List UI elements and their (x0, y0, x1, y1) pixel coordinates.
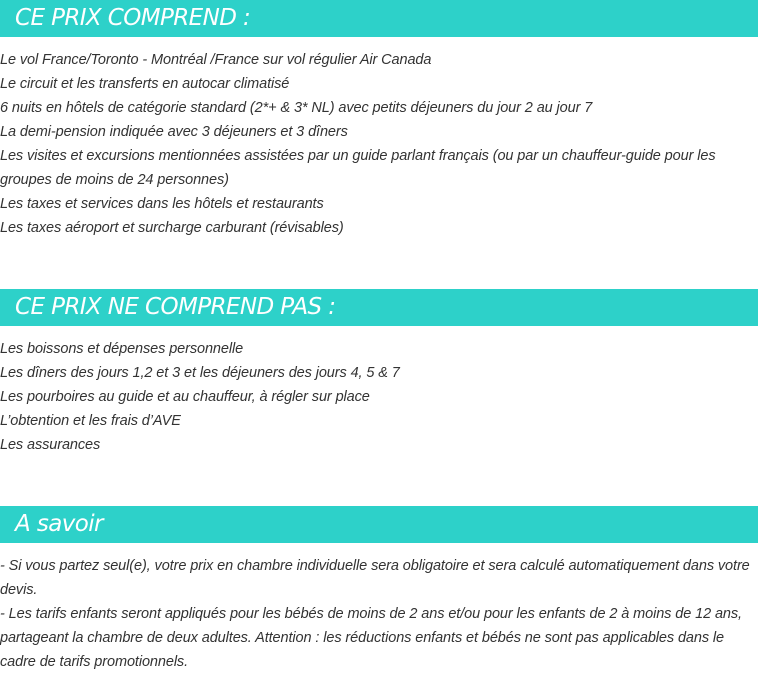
good-to-know-paragraph: - Si vous partez seul(e), votre prix en chambre individuelle sera obligatoire et sera calculé automatiquement dans votre devis. (0, 558, 750, 598)
included-list (0, 48, 758, 240)
included-section-header: CE PRIX COMPREND : (0, 0, 758, 37)
included-item: La demi-pension indiquée avec 3 déjeuners et 3 dîners (0, 124, 348, 140)
included-item: 6 nuits en hôtels de catégorie standard (2*+ & 3* NL) avec petits déjeuners du jour 2 au jour 7 (0, 100, 593, 116)
included-item: Les taxes aéroport et surcharge carburant (révisables) (0, 220, 344, 236)
included-item: Le circuit et les transferts en autocar climatisé (0, 76, 290, 92)
included-item: Les taxes et services dans les hôtels et restaurants (0, 196, 324, 212)
not-included-section-header: CE PRIX NE COMPREND PAS : (0, 289, 758, 326)
not-included-item: Les pourboires au guide et au chauffeur, à régler sur place (0, 389, 370, 405)
included-item: Le vol France/Toronto - Montréal /France sur vol régulier Air Canada (0, 52, 432, 68)
good-to-know-paragraph: - Les tarifs enfants seront appliqués pour les bébés de moins de 2 ans et/ou pour les enfants de 2 à moins de 12 ans, partageant la chambre de deux adultes. Attention : les réductions enfants et bébés ne sont pas applicables dans le cadre de tarifs promotionnels. (0, 606, 742, 670)
included-item: Les visites et excursions mentionnées assistées par un guide parlant français (ou par un chauffeur-guide pour les groupes de moins de 24 personnes) (0, 148, 716, 188)
not-included-list (0, 337, 758, 457)
not-included-item: L’obtention et les frais d’AVE (0, 413, 181, 429)
not-included-item: Les boissons et dépenses personnelle (0, 341, 244, 357)
good-to-know-body (0, 554, 758, 674)
not-included-item: Les assurances (0, 437, 101, 453)
not-included-item: Les dîners des jours 1,2 et 3 et les déjeuners des jours 4, 5 & 7 (0, 365, 400, 381)
good-to-know-section-header: A savoir (0, 506, 758, 543)
